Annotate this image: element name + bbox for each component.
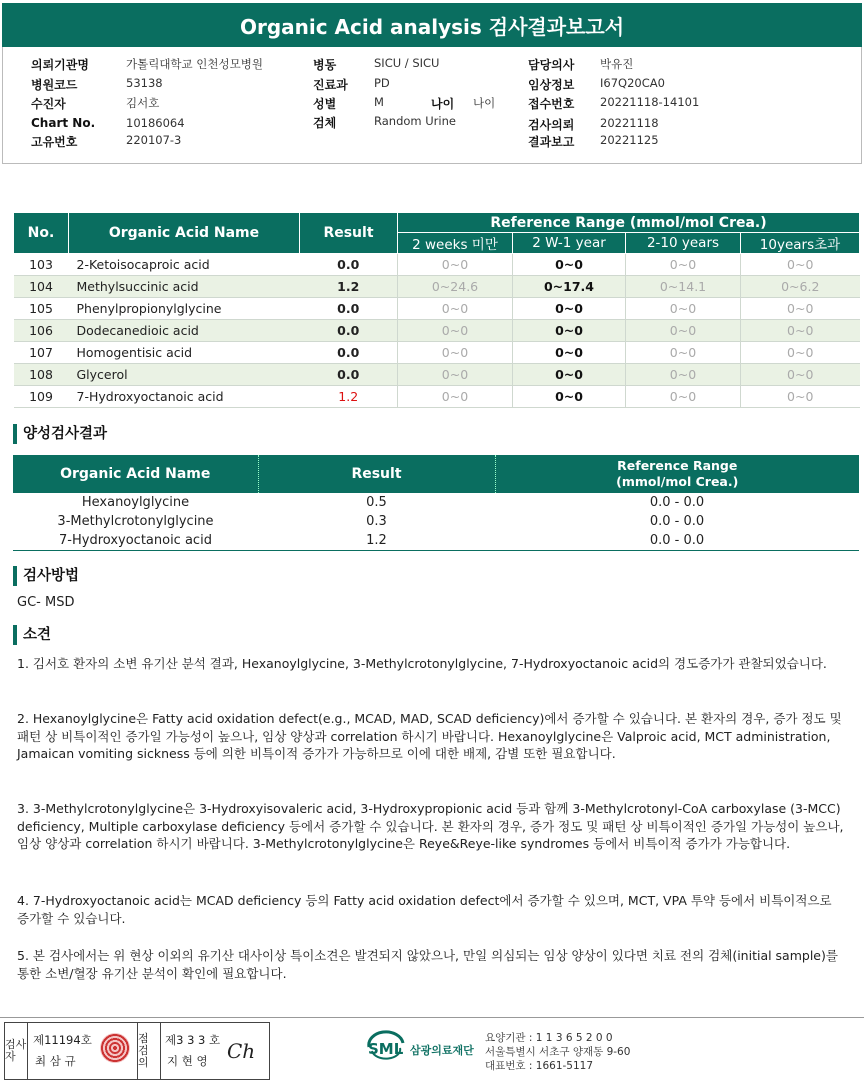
patient-label: 수진자 bbox=[31, 97, 66, 111]
footer-line-0: 요양기관 : 1 1 3 6 5 2 0 0 bbox=[485, 1032, 613, 1044]
checker-name: 지 현 영 bbox=[167, 1054, 208, 1068]
acid-name: Glycerol bbox=[69, 364, 300, 386]
pos-col-range-unit: (mmol/mol Crea.) bbox=[616, 474, 739, 489]
table-row bbox=[13, 531, 859, 551]
col-result: Result bbox=[300, 213, 398, 254]
result-value: 1.2 bbox=[300, 386, 398, 408]
range-value: 0~0 bbox=[398, 254, 513, 276]
ward-label: 병동 bbox=[313, 58, 337, 72]
range-value: 0~0 bbox=[741, 386, 860, 408]
method-text: GC- MSD bbox=[17, 595, 75, 610]
org-name: 삼광의료재단 bbox=[410, 1044, 474, 1057]
result-value: 0.0 bbox=[300, 254, 398, 276]
range-value: 0~14.1 bbox=[626, 276, 741, 298]
patient-value: 김서호 bbox=[126, 96, 160, 110]
range-value: 0~0 bbox=[741, 364, 860, 386]
checker-number: 제3 3 3 호 bbox=[165, 1033, 221, 1047]
col-range-1: 2 W-1 year bbox=[513, 233, 626, 254]
col-no: No. bbox=[14, 213, 69, 254]
code-label: 병원코드 bbox=[31, 78, 78, 92]
positive-name: 3-Methylcrotonylglycine bbox=[57, 514, 214, 529]
sex-value: M bbox=[374, 95, 384, 109]
col-range-2: 2-10 years bbox=[626, 233, 741, 254]
row-number: 108 bbox=[14, 364, 69, 386]
range-value: 0~6.2 bbox=[741, 276, 860, 298]
logo-text: SML bbox=[368, 1040, 404, 1058]
range-value: 0~0 bbox=[398, 298, 513, 320]
report-value: 20221125 bbox=[600, 133, 659, 147]
range-value: 0~0 bbox=[398, 342, 513, 364]
clinical-label: 임상정보 bbox=[528, 78, 575, 92]
finding-4: 4. 7-Hydroxyoctanoic acid는 MCAD deficiency 등의 Fatty acid oxidation defect에서 증가할 수 있으며, MCT, VPA 투약 등에서 비특이적으로 증가할 수 있습니다. bbox=[17, 893, 832, 926]
table-row bbox=[14, 320, 860, 342]
sex-label: 성별 bbox=[313, 97, 337, 111]
dept-label: 진료과 bbox=[313, 78, 348, 92]
inst-label: 의뢰기관명 bbox=[31, 58, 89, 72]
result-value: 1.2 bbox=[300, 276, 398, 298]
age-value: 나이 bbox=[473, 96, 496, 110]
footer-line-2: 대표번호 : 1661-5117 bbox=[485, 1060, 594, 1072]
pos-col-name: Organic Acid Name bbox=[13, 455, 258, 493]
positive-range: 0.0 - 0.0 bbox=[649, 514, 705, 529]
acid-name: 2-Ketoisocaproic acid bbox=[69, 254, 300, 276]
examiner-name: 최 삼 규 bbox=[35, 1054, 76, 1068]
range-value: 0~0 bbox=[513, 386, 626, 408]
acid-name: Phenylpropionylglycine bbox=[69, 298, 300, 320]
seal-stamp-icon bbox=[100, 1033, 130, 1063]
row-number: 104 bbox=[14, 276, 69, 298]
pos-col-range-title: Reference Range bbox=[617, 458, 738, 473]
positive-section-title: 양성검사결과 bbox=[13, 424, 107, 444]
receipt-value: 20221118-14101 bbox=[600, 95, 700, 109]
row-number: 109 bbox=[14, 386, 69, 408]
range-value: 0~0 bbox=[513, 342, 626, 364]
range-value: 0~0 bbox=[626, 342, 741, 364]
signature: Ch bbox=[227, 1039, 256, 1063]
code-value: 53138 bbox=[126, 76, 163, 90]
range-value: 0~17.4 bbox=[513, 276, 626, 298]
table-row bbox=[14, 254, 860, 276]
table-row bbox=[14, 342, 860, 364]
table-row bbox=[14, 298, 860, 320]
positive-result: 0.5 bbox=[366, 495, 387, 510]
range-value: 0~0 bbox=[513, 254, 626, 276]
range-value: 0~0 bbox=[398, 386, 513, 408]
age-label: 나이 bbox=[431, 97, 455, 111]
ward-value: SICU / SICU bbox=[374, 56, 440, 70]
uid-label: 고유번호 bbox=[31, 135, 78, 149]
positive-result: 1.2 bbox=[258, 531, 495, 551]
method-section-title: 검사방법 bbox=[13, 566, 79, 586]
row-number: 106 bbox=[14, 320, 69, 342]
col-reference-range: Reference Range (mmol/mol Crea.) bbox=[398, 213, 860, 233]
examiner-label: 검사자 bbox=[5, 1023, 28, 1079]
sml-logo bbox=[366, 1030, 474, 1064]
report-title: Organic Acid analysis 검사결과보고서 bbox=[2, 3, 862, 47]
range-value: 0~0 bbox=[398, 320, 513, 342]
col-range-0: 2 weeks 미만 bbox=[398, 233, 513, 254]
acid-name: Dodecanedioic acid bbox=[69, 320, 300, 342]
acid-name: 7-Hydroxyoctanoic acid bbox=[69, 386, 300, 408]
range-value: 0~0 bbox=[513, 364, 626, 386]
findings-section-title: 소견 bbox=[13, 625, 51, 645]
positive-table bbox=[13, 455, 859, 551]
result-value: 0.0 bbox=[300, 342, 398, 364]
col-range-3: 10years초과 bbox=[741, 233, 860, 254]
signature-box bbox=[4, 1022, 270, 1080]
table-row bbox=[14, 276, 860, 298]
range-value: 0~0 bbox=[398, 364, 513, 386]
table-row bbox=[13, 512, 859, 531]
header-info bbox=[2, 47, 862, 164]
result-value: 0.0 bbox=[300, 364, 398, 386]
request-value: 20221118 bbox=[600, 116, 659, 130]
finding-5: 5. 본 검사에서는 위 현상 이외의 유기산 대사이상 특이소견은 발견되지 않았으나, 만일 의심되는 임상 양상이 있다면 치료 전의 검체(initial sample)를 통한 소변/혈장 유기산 분석이 확인에 필요합니다. bbox=[17, 948, 838, 981]
request-label: 검사의뢰 bbox=[528, 118, 575, 132]
row-number: 107 bbox=[14, 342, 69, 364]
chart-label: Chart No. bbox=[31, 116, 96, 130]
report-label: 결과보고 bbox=[528, 135, 575, 149]
pos-col-range bbox=[495, 455, 859, 493]
positive-name: 7-Hydroxyoctanoic acid bbox=[13, 531, 258, 551]
table-row bbox=[14, 386, 860, 408]
pos-col-result: Result bbox=[258, 455, 495, 493]
range-value: 0~0 bbox=[626, 254, 741, 276]
row-number: 103 bbox=[14, 254, 69, 276]
checker-label: 점 검 의 bbox=[137, 1023, 161, 1079]
finding-2: 2. Hexanoylglycine은 Fatty acid oxidation defect(e.g., MCAD, MAD, SCAD deficiency)에서 증가할 수 있습니다. 본 환자의 경우, 증가 정도 및 패턴 상 비특이적인 증가일 가능성이 높으나, 임상 양상과 correlation 하시기 바랍니다. Hexanoylglycine은 Valproic acid, MCT administration, Jamaican vomiting sickness 등에 의한 비특이적 증가가 가능하므로 이에 대한 배제, 감별 또한 필요합니다. bbox=[17, 711, 842, 761]
specimen-label: 검체 bbox=[313, 116, 337, 130]
positive-range: 0.0 - 0.0 bbox=[649, 495, 705, 510]
row-number: 105 bbox=[14, 298, 69, 320]
clinical-value: I67Q20CA0 bbox=[600, 76, 665, 90]
range-value: 0~0 bbox=[513, 298, 626, 320]
range-value: 0~0 bbox=[626, 364, 741, 386]
finding-3: 3. 3-Methylcrotonylglycine은 3-Hydroxyisovaleric acid, 3-Hydroxypropionic acid 등과 함께 3-Methylcrotonyl-CoA carboxylase (3-MCC) deficiency, Multiple carboxylase deficiency 등에서 증가할 수 있습니다. 본 환자의 경우, 증가 정도 및 패턴 상 비특이적인 증가일 가능성이 높으나, 임상 양상과 correlation 하시기 바랍니다. 3-Methylcrotonylglycine은 Reye&Reye-like syndromes 등에서 비특이적 증가가 가능합니다. bbox=[17, 801, 844, 851]
organic-acid-table bbox=[13, 212, 860, 408]
positive-range: 0.0 - 0.0 bbox=[495, 531, 859, 551]
specimen-value: Random Urine bbox=[374, 114, 456, 128]
table-row bbox=[13, 493, 859, 512]
range-value: 0~0 bbox=[741, 320, 860, 342]
footer-divider bbox=[0, 1017, 864, 1018]
uid-value: 220107-3 bbox=[126, 133, 182, 147]
inst-value: 가톨릭대학교 인천성모병원 bbox=[126, 57, 263, 71]
range-value: 0~0 bbox=[741, 254, 860, 276]
receipt-label: 접수번호 bbox=[528, 97, 575, 111]
range-value: 0~0 bbox=[741, 298, 860, 320]
acid-name: Methylsuccinic acid bbox=[69, 276, 300, 298]
result-value: 0.0 bbox=[300, 298, 398, 320]
chart-value: 10186064 bbox=[126, 116, 185, 130]
col-name: Organic Acid Name bbox=[69, 213, 300, 254]
examiner-number: 제11194호 bbox=[33, 1033, 92, 1047]
positive-result: 0.3 bbox=[366, 514, 387, 529]
table-row bbox=[14, 364, 860, 386]
range-value: 0~0 bbox=[626, 320, 741, 342]
range-value: 0~0 bbox=[626, 386, 741, 408]
doctor-label: 담당의사 bbox=[528, 58, 575, 72]
finding-1: 1. 김서호 환자의 소변 유기산 분석 결과, Hexanoylglycine, 3-Methylcrotonylglycine, 7-Hydroxyoctanoic acid의 경도증가가 관찰되었습니다. bbox=[17, 656, 827, 671]
acid-name: Homogentisic acid bbox=[69, 342, 300, 364]
doctor-value: 박유진 bbox=[600, 57, 634, 71]
range-value: 0~0 bbox=[626, 298, 741, 320]
dept-value: PD bbox=[374, 76, 390, 90]
range-value: 0~0 bbox=[513, 320, 626, 342]
result-value: 0.0 bbox=[300, 320, 398, 342]
range-value: 0~0 bbox=[741, 342, 860, 364]
footer-line-1: 서울특별시 서초구 양재동 9-60 bbox=[485, 1046, 631, 1058]
positive-name: Hexanoylglycine bbox=[81, 495, 190, 510]
range-value: 0~24.6 bbox=[398, 276, 513, 298]
